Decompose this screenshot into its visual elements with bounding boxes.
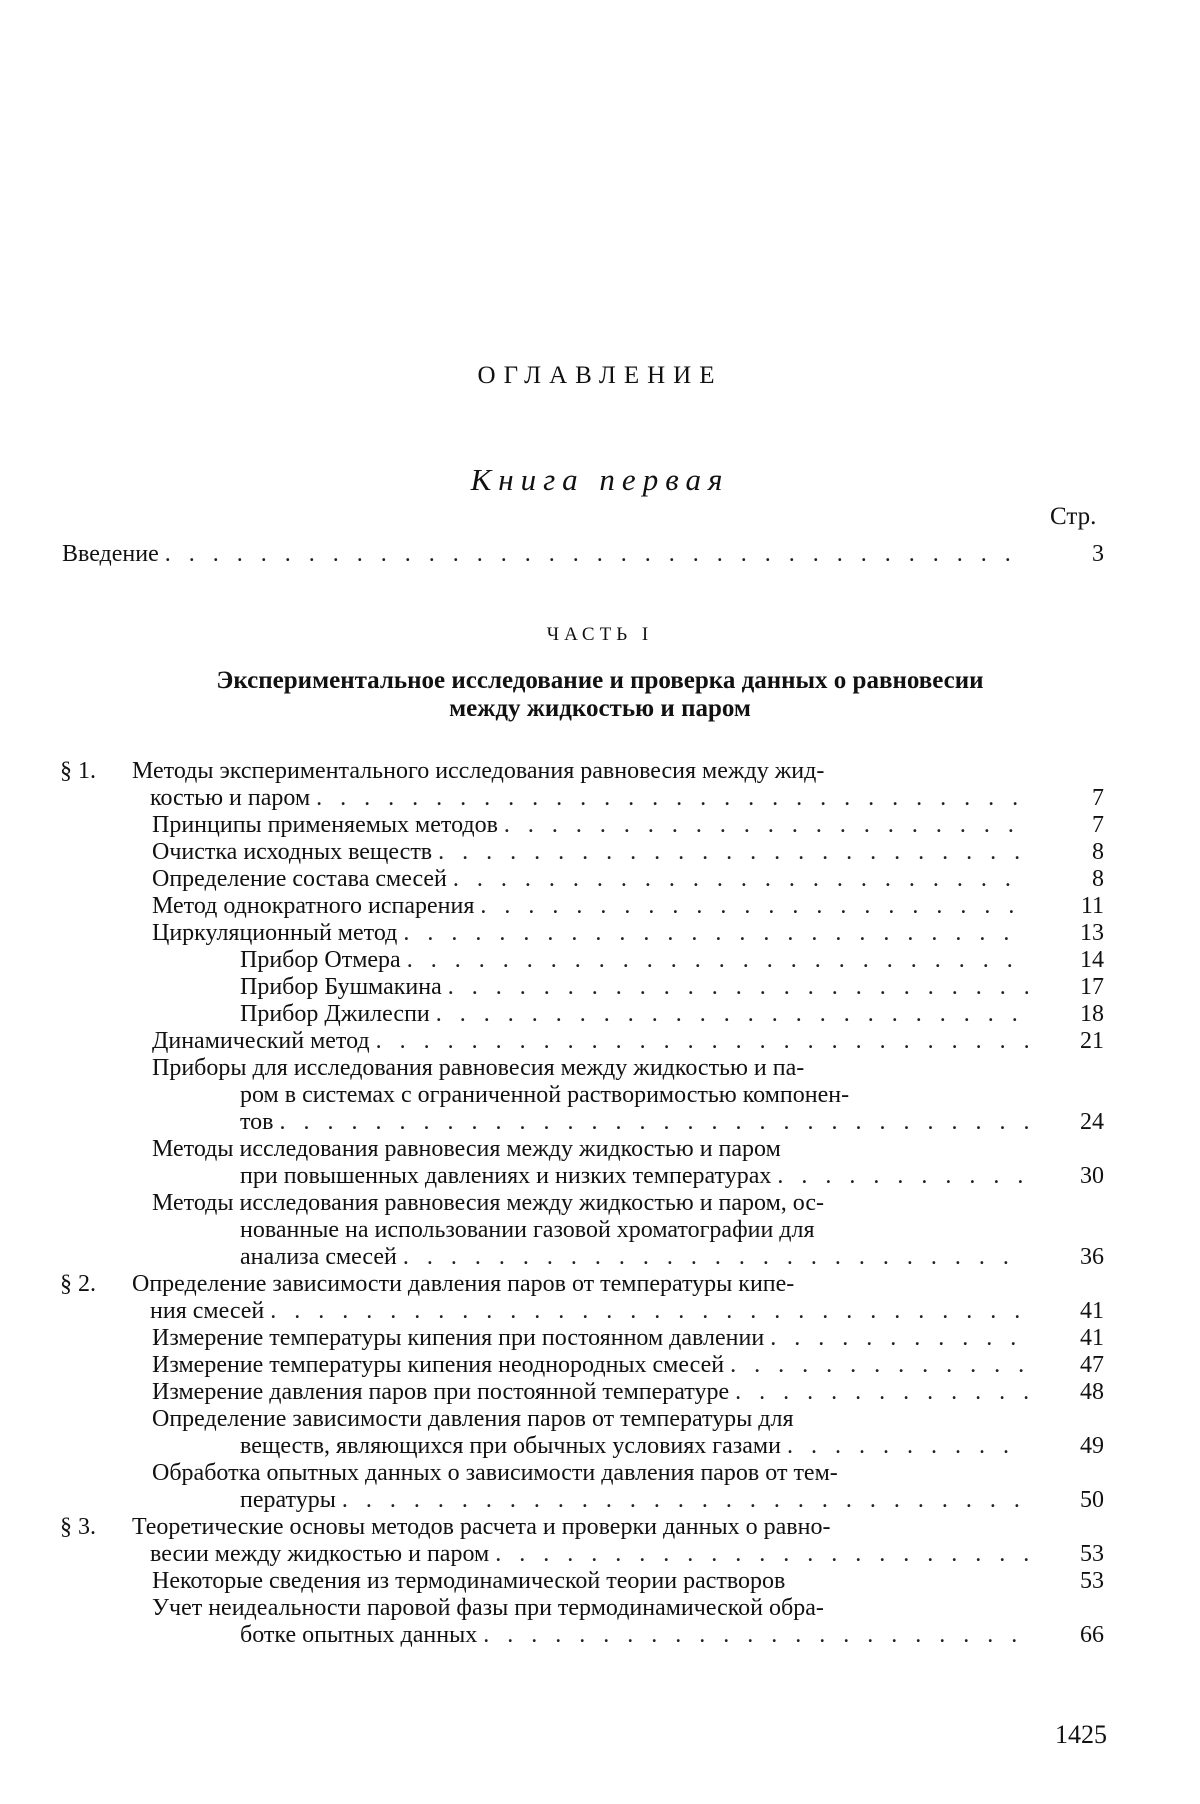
toc-section-1-line2[interactable] bbox=[150, 785, 1034, 812]
toc-section-1-line1[interactable] bbox=[132, 758, 1034, 785]
toc-entry-label: ния смесей bbox=[150, 1298, 265, 1324]
leader-dots bbox=[504, 812, 1028, 839]
toc-page-number: 14 bbox=[1080, 947, 1104, 973]
toc-entry-label: веществ, являющихся при обычных условиях газами bbox=[240, 1433, 781, 1459]
toc-entry[interactable] bbox=[240, 947, 1034, 974]
toc-page-number: 17 bbox=[1080, 974, 1104, 1000]
toc-page-number: 48 bbox=[1080, 1379, 1104, 1405]
toc-entry[interactable] bbox=[152, 1379, 1034, 1406]
toc-page-number: 53 bbox=[1080, 1568, 1104, 1594]
leader-dots bbox=[453, 866, 1028, 893]
toc-entry-label: Введение bbox=[62, 541, 159, 567]
toc-entry[interactable] bbox=[152, 1325, 1034, 1352]
toc-entry-label: Методы исследования равновесия между жидкостью и паром bbox=[152, 1136, 781, 1162]
leader-dots bbox=[480, 893, 1028, 920]
leader-dots bbox=[438, 839, 1028, 866]
toc-page-number: 53 bbox=[1080, 1541, 1104, 1567]
leader-dots bbox=[316, 785, 1028, 812]
section-number: § 3. bbox=[60, 1514, 96, 1540]
toc-entry[interactable] bbox=[240, 974, 1034, 1001]
toc-section-2-line1[interactable] bbox=[132, 1271, 1034, 1298]
page-column-label: Стр. bbox=[1050, 503, 1097, 530]
toc-page-number: 11 bbox=[1080, 893, 1104, 919]
toc-entry-label: Методы экспериментального исследования равновесия между жид- bbox=[132, 758, 825, 784]
toc-page-number: 47 bbox=[1080, 1352, 1104, 1378]
toc-entry-label: Очистка исходных веществ bbox=[152, 839, 433, 865]
toc-entry-label: Некоторые сведения из термодинамической теории растворов bbox=[152, 1568, 786, 1594]
toc-page-number: 21 bbox=[1080, 1028, 1104, 1054]
section-number: § 2. bbox=[60, 1271, 96, 1297]
toc-entry-label: Учет неидеальности паровой фазы при термодинамической обра- bbox=[152, 1595, 824, 1621]
part-title bbox=[90, 667, 1110, 723]
toc-entry-label: Методы исследования равновесия между жидкостью и паром, ос- bbox=[152, 1190, 824, 1216]
toc-entry-label: при повышенных давлениях и низких температурах bbox=[240, 1163, 772, 1189]
toc-page-number: 66 bbox=[1080, 1622, 1104, 1648]
leader-dots bbox=[165, 541, 1028, 568]
toc-entry-label: нованные на использовании газовой хроматографии для bbox=[240, 1217, 815, 1243]
leader-dots bbox=[407, 947, 1028, 974]
toc-entry-label: Приборы для исследования равновесия между жидкостью и па- bbox=[152, 1055, 805, 1081]
toc-entry[interactable] bbox=[152, 866, 1034, 893]
toc-entry-label: Принципы применяемых методов bbox=[152, 812, 498, 838]
toc-entry-label: пературы bbox=[240, 1487, 336, 1513]
leader-dots bbox=[280, 1109, 1028, 1136]
toc-entry-label: тов bbox=[240, 1109, 274, 1135]
toc-entry-label: Обработка опытных данных о зависимости давления паров от тем- bbox=[152, 1460, 838, 1486]
leader-dots bbox=[735, 1379, 1028, 1406]
toc-section-2-line2[interactable] bbox=[150, 1298, 1034, 1325]
toc-entry-line[interactable] bbox=[152, 1406, 1034, 1433]
toc-entry-line[interactable] bbox=[152, 1055, 1034, 1082]
page-number: 1425 bbox=[1055, 1720, 1107, 1749]
toc-entry-label: Определение зависимости давления паров от температуры кипе- bbox=[132, 1271, 795, 1297]
toc-entry-line[interactable] bbox=[240, 1622, 1034, 1649]
toc-entry-line[interactable] bbox=[240, 1109, 1034, 1136]
toc-page-number: 24 bbox=[1080, 1109, 1104, 1135]
toc-entry-label: Определение состава смесей bbox=[152, 866, 447, 892]
toc-entry-label: Теоретические основы методов расчета и проверки данных о равно- bbox=[132, 1514, 831, 1540]
toc-entry-label: Прибор Отмера bbox=[240, 947, 401, 973]
leader-dots bbox=[403, 920, 1028, 947]
toc-section-3-line1[interactable] bbox=[132, 1514, 1034, 1541]
toc-entry-label: Измерение температуры кипения при постоянном давлении bbox=[152, 1325, 765, 1351]
toc-entry-label: костью и паром bbox=[150, 785, 311, 811]
toc-entry-line[interactable] bbox=[240, 1163, 1034, 1190]
toc-entry-line[interactable] bbox=[240, 1082, 1034, 1109]
toc-page-number: 36 bbox=[1080, 1244, 1104, 1270]
leader-dots bbox=[376, 1028, 1028, 1055]
toc-entry-label: Измерение давления паров при постоянной температуре bbox=[152, 1379, 730, 1405]
toc-entry[interactable] bbox=[152, 839, 1034, 866]
toc-page-number: 7 bbox=[1092, 785, 1104, 811]
leader-dots bbox=[483, 1622, 1028, 1649]
part-title-line: Экспериментальное исследование и проверка данных о равновесии bbox=[216, 667, 984, 694]
toc-entry-line[interactable] bbox=[152, 1136, 1034, 1163]
toc-entry-line[interactable] bbox=[240, 1433, 1034, 1460]
toc-page-number: 41 bbox=[1080, 1325, 1104, 1351]
toc-page-number: 30 bbox=[1080, 1163, 1104, 1189]
leader-dots bbox=[270, 1298, 1028, 1325]
toc-entry[interactable] bbox=[240, 1001, 1034, 1028]
toc-entry-intro[interactable] bbox=[62, 541, 1034, 568]
toc-page-number: 7 bbox=[1092, 812, 1104, 838]
toc-page-number: 13 bbox=[1080, 920, 1104, 946]
toc-entry-label: весии между жидкостью и паром bbox=[150, 1541, 490, 1567]
section-number: § 1. bbox=[60, 758, 96, 784]
toc-entry-label: ботке опытных данных bbox=[240, 1622, 478, 1648]
toc-entry[interactable] bbox=[152, 893, 1034, 920]
toc-entry-label: Прибор Бушмакина bbox=[240, 974, 442, 1000]
toc-entry-line[interactable] bbox=[152, 1190, 1034, 1217]
toc-page-number: 8 bbox=[1092, 866, 1104, 892]
toc-entry-label: Динамический метод bbox=[152, 1028, 370, 1054]
toc-entry-line[interactable] bbox=[240, 1487, 1034, 1514]
toc-entry-line[interactable] bbox=[240, 1217, 1034, 1244]
leader-dots bbox=[448, 974, 1028, 1001]
part-title-line: между жидкостью и паром bbox=[449, 695, 751, 722]
leader-dots bbox=[777, 1163, 1028, 1190]
leader-dots bbox=[495, 1541, 1028, 1568]
toc-page-number: 3 bbox=[1092, 541, 1104, 567]
toc-entry-label: ром в системах с ограниченной растворимостью компонен- bbox=[240, 1082, 850, 1108]
toc-page-number: 8 bbox=[1092, 839, 1104, 865]
toc-entry-line[interactable] bbox=[152, 1460, 1034, 1487]
toc-entry-label: Определение зависимости давления паров от температуры для bbox=[152, 1406, 794, 1432]
page-title: ОГЛАВЛЕНИЕ bbox=[477, 362, 723, 389]
toc-entry-label: анализа смесей bbox=[240, 1244, 397, 1270]
leader-dots bbox=[787, 1433, 1028, 1460]
toc-entry-line[interactable] bbox=[240, 1244, 1034, 1271]
leader-dots bbox=[730, 1352, 1028, 1379]
toc-entry[interactable] bbox=[152, 1028, 1034, 1055]
toc-page-number: 41 bbox=[1080, 1298, 1104, 1324]
toc-page-number: 49 bbox=[1080, 1433, 1104, 1459]
part-label: ЧАСТЬ I bbox=[546, 624, 654, 645]
toc-page-number: 18 bbox=[1080, 1001, 1104, 1027]
toc-page-number: 50 bbox=[1080, 1487, 1104, 1513]
leader-dots bbox=[403, 1244, 1028, 1271]
toc-entry[interactable] bbox=[152, 1352, 1034, 1379]
toc-entry-label: Циркуляционный метод bbox=[152, 920, 398, 946]
toc-entry-label: Измерение температуры кипения неоднородных смесей bbox=[152, 1352, 725, 1378]
toc-entry[interactable] bbox=[152, 812, 1034, 839]
leader-dots bbox=[436, 1001, 1028, 1028]
leader-dots bbox=[342, 1487, 1028, 1514]
toc-entry-line[interactable] bbox=[152, 1595, 1034, 1622]
toc-entry[interactable] bbox=[152, 920, 1034, 947]
toc-entry[interactable] bbox=[152, 1568, 1034, 1595]
toc-section-3-line2[interactable] bbox=[150, 1541, 1034, 1568]
toc-entry-label: Прибор Джилеспи bbox=[240, 1001, 430, 1027]
book-title: Книга первая bbox=[470, 462, 730, 497]
toc-entry-label: Метод однократного испарения bbox=[152, 893, 475, 919]
leader-dots bbox=[770, 1325, 1028, 1352]
